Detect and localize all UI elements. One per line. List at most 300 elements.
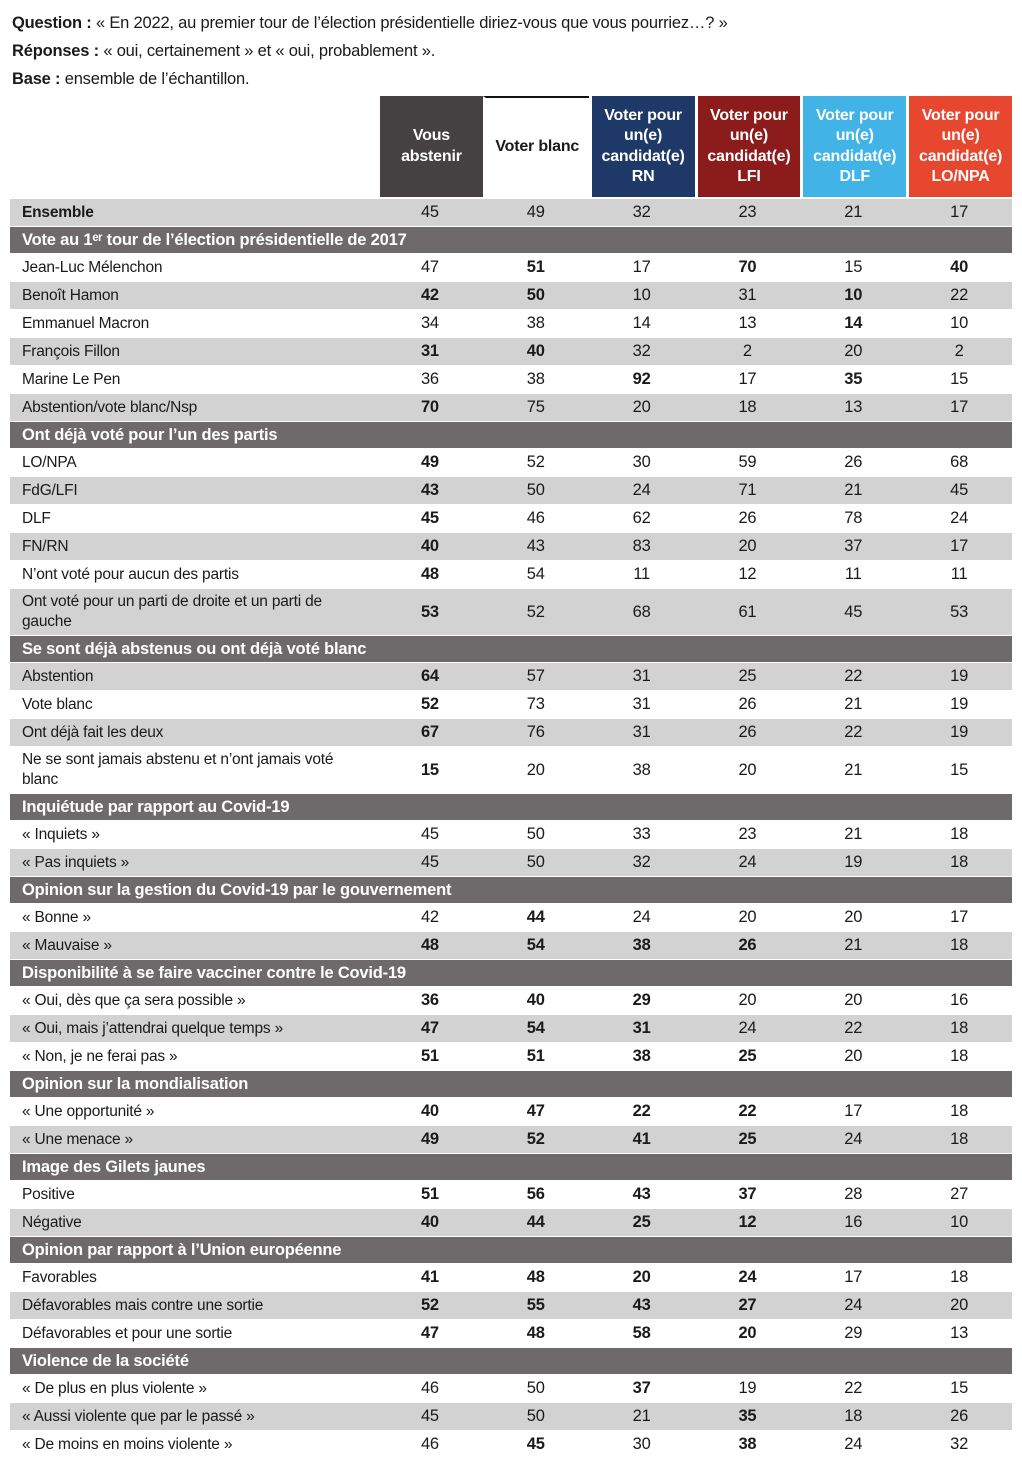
row-label: Vote blanc (22, 695, 93, 713)
cell-value: 18 (950, 1130, 969, 1148)
cell-value: 43 (420, 481, 439, 499)
cell-value: 21 (844, 760, 863, 779)
row-label: François Fillon (22, 342, 120, 360)
section-header: Se sont déjà abstenus ou ont déjà voté blanc (10, 636, 1012, 662)
row-label: FN/RN (22, 537, 69, 555)
cell-value: 13 (950, 1324, 969, 1342)
cell-value: 21 (632, 1407, 651, 1425)
cell-value: 24 (632, 481, 651, 499)
cell-value: 21 (844, 695, 863, 713)
cell-value: 31 (738, 286, 757, 304)
table-row (10, 1375, 1012, 1402)
cell-value: 38 (526, 314, 545, 332)
cell-value: 20 (738, 537, 757, 555)
cell-value: 20 (632, 398, 651, 416)
cell-value: 11 (950, 565, 968, 583)
cell-value: 32 (950, 1435, 969, 1453)
cell-value: 26 (738, 509, 757, 527)
intro-line-question (12, 9, 1008, 37)
cell-value: 45 (526, 1435, 545, 1453)
cell-value: 56 (526, 1185, 545, 1203)
cell-value: 45 (420, 825, 439, 843)
table-row (10, 199, 1012, 226)
cell-value: 27 (738, 1296, 757, 1314)
cell-value: 26 (738, 723, 757, 741)
cell-value: 20 (844, 908, 863, 926)
cell-value: 18 (738, 398, 757, 416)
cell-value: 14 (632, 314, 651, 332)
cell-value: 25 (632, 1213, 651, 1231)
cell-value: 44 (526, 908, 545, 926)
row-label: « De moins en moins violente » (22, 1435, 233, 1453)
cell-value: 18 (950, 1268, 969, 1286)
cell-value: 51 (420, 1047, 439, 1065)
cell-value: 50 (526, 1407, 545, 1425)
cell-value: 10 (950, 314, 969, 332)
table-row (10, 1181, 1012, 1208)
cell-value: 16 (950, 991, 969, 1009)
cell-value: 21 (844, 825, 863, 843)
cell-value: 75 (526, 398, 545, 416)
cell-value: 32 (632, 203, 651, 221)
table-row (10, 338, 1012, 365)
cell-value: 22 (844, 723, 863, 741)
cell-value: 50 (526, 825, 545, 843)
cell-value: 38 (632, 936, 651, 954)
cell-value: 21 (844, 936, 863, 954)
table-row (10, 663, 1012, 690)
cell-value: 45 (420, 203, 439, 221)
cell-value: 17 (950, 537, 969, 555)
cell-value: 18 (950, 1019, 969, 1037)
table-body (10, 199, 1012, 1458)
cell-value: 43 (632, 1296, 651, 1314)
cell-value: 67 (420, 723, 439, 741)
cell-value: 33 (632, 825, 651, 843)
cell-value: 20 (738, 991, 757, 1009)
cell-value: 52 (526, 602, 545, 621)
cell-value: 92 (632, 370, 651, 388)
table-row (10, 561, 1012, 588)
table-row (10, 1320, 1012, 1347)
cell-value: 25 (738, 667, 757, 685)
cell-value: 53 (420, 602, 439, 621)
cell-value: 46 (420, 1379, 439, 1397)
row-label: DLF (22, 509, 51, 527)
cell-value: 38 (632, 1047, 651, 1065)
cell-value: 27 (950, 1185, 969, 1203)
table-row (10, 449, 1012, 476)
cell-value: 46 (420, 1435, 439, 1453)
table-row (10, 310, 1012, 337)
cell-value: 70 (420, 398, 439, 416)
cell-value: 62 (632, 509, 651, 527)
cell-value: 22 (844, 1379, 863, 1397)
cell-value: 12 (738, 565, 757, 583)
cell-value: 17 (844, 1268, 863, 1286)
row-label: « Aussi violente que par le passé » (22, 1407, 255, 1425)
row-label: FdG/LFI (22, 481, 78, 499)
cell-value: 17 (738, 370, 757, 388)
cell-value: 28 (844, 1185, 863, 1203)
cell-value: 13 (844, 398, 863, 416)
cell-value: 59 (738, 453, 757, 471)
cell-value: 41 (420, 1268, 439, 1286)
cell-value: 20 (738, 760, 757, 779)
cell-value: 24 (738, 853, 757, 871)
cell-value: 31 (420, 342, 439, 360)
cell-value: 52 (526, 1130, 545, 1148)
cell-value: 22 (632, 1102, 651, 1120)
cell-value: 48 (526, 1268, 545, 1286)
table-row (10, 505, 1012, 532)
table-row (10, 477, 1012, 504)
cell-value: 49 (526, 203, 545, 221)
cell-value: 38 (738, 1435, 757, 1453)
cell-value: 24 (738, 1019, 757, 1037)
cell-value: 48 (526, 1324, 545, 1342)
cell-value: 14 (844, 314, 863, 332)
section-header: Image des Gilets jaunes (10, 1154, 1012, 1180)
table-row (10, 821, 1012, 848)
cell-value: 17 (950, 203, 969, 221)
cell-value: 21 (844, 481, 863, 499)
row-label: « De plus en plus violente » (22, 1379, 207, 1397)
cell-value: 20 (844, 342, 863, 360)
base-text: ensemble de l’échantillon. (64, 70, 250, 88)
cell-value: 19 (950, 667, 969, 685)
cell-value: 40 (420, 537, 439, 555)
cell-value: 42 (420, 286, 439, 304)
cell-value: 76 (526, 723, 545, 741)
cell-value: 22 (738, 1102, 757, 1120)
row-label: « Bonne » (22, 908, 91, 926)
cell-value: 10 (844, 286, 863, 304)
cell-value: 15 (950, 370, 969, 388)
cell-value: 20 (632, 1268, 651, 1286)
cell-value: 78 (844, 509, 863, 527)
cell-value: 71 (738, 481, 757, 499)
table-row (10, 747, 1012, 793)
cell-value: 47 (526, 1102, 545, 1120)
cell-value: 51 (526, 1047, 545, 1065)
section-header: Ont déjà voté pour l’un des partis (10, 422, 1012, 448)
cell-value: 54 (526, 936, 545, 954)
table-row (10, 366, 1012, 393)
cell-value: 46 (526, 509, 545, 527)
cell-value: 52 (420, 1296, 439, 1314)
cell-value: 32 (632, 342, 651, 360)
base-label: Base : (12, 70, 61, 88)
column-header-6: Voter pour un(e) candidat(e) LO/NPA (906, 96, 1012, 197)
row-label: Abstention (22, 667, 94, 685)
cell-value: 50 (526, 1379, 545, 1397)
cell-value: 25 (738, 1130, 757, 1148)
question-text: « En 2022, au premier tour de l’élection présidentielle diriez-vous que vous pourriez…? » (95, 14, 728, 32)
table-row (10, 282, 1012, 309)
cell-value: 48 (420, 565, 439, 583)
cell-value: 2 (954, 342, 964, 360)
row-label: « Une menace » (22, 1130, 133, 1148)
cell-value: 24 (844, 1130, 863, 1148)
table-row (10, 1098, 1012, 1125)
row-label: « Oui, mais j’attendrai quelque temps » (22, 1019, 284, 1037)
table-row (10, 1403, 1012, 1430)
header-empty-corner (10, 96, 377, 197)
cell-value: 49 (420, 1130, 439, 1148)
cell-value: 37 (844, 537, 863, 555)
table-row (10, 254, 1012, 281)
cell-value: 35 (738, 1407, 757, 1425)
cell-value: 42 (420, 908, 439, 926)
cell-value: 73 (526, 695, 545, 713)
cell-value: 18 (844, 1407, 863, 1425)
cell-value: 12 (738, 1213, 757, 1231)
cell-value: 31 (632, 723, 651, 741)
cell-value: 24 (844, 1435, 863, 1453)
intro-line-base (12, 65, 1008, 93)
survey-table (10, 96, 1012, 1459)
cell-value: 17 (844, 1102, 863, 1120)
cell-value: 22 (950, 286, 969, 304)
row-label: Ne se sont jamais abstenu et n’ont jamais voté blanc (22, 751, 334, 788)
cell-value: 47 (420, 1019, 439, 1037)
table-row (10, 987, 1012, 1014)
table-row (10, 1015, 1012, 1042)
row-label: Benoît Hamon (22, 286, 119, 304)
row-label: LO/NPA (22, 453, 77, 471)
cell-value: 45 (420, 853, 439, 871)
cell-value: 19 (950, 723, 969, 741)
cell-value: 43 (526, 537, 545, 555)
table-header (10, 96, 1012, 197)
cell-value: 37 (738, 1185, 757, 1203)
cell-value: 51 (420, 1185, 439, 1203)
row-label: « Mauvaise » (22, 936, 112, 954)
cell-value: 15 (844, 258, 863, 276)
cell-value: 18 (950, 1102, 969, 1120)
cell-value: 49 (420, 453, 439, 471)
row-label: « Inquiets » (22, 825, 100, 843)
cell-value: 47 (420, 1324, 439, 1342)
cell-value: 26 (738, 936, 757, 954)
cell-value: 35 (844, 370, 863, 388)
table-row (10, 1264, 1012, 1291)
cell-value: 44 (526, 1213, 545, 1231)
cell-value: 17 (950, 398, 969, 416)
row-label: Positive (22, 1185, 75, 1203)
table-row (10, 904, 1012, 931)
table-row (10, 849, 1012, 876)
intro-line-reponses (12, 37, 1008, 65)
row-label: Ont voté pour un parti de droite et un parti de gauche (22, 593, 322, 630)
row-label: Ensemble (22, 203, 94, 221)
table-row (10, 691, 1012, 718)
table-row (10, 533, 1012, 560)
cell-value: 18 (950, 853, 969, 871)
row-label: Emmanuel Macron (22, 314, 150, 332)
column-header-3: Voter pour un(e) candidat(e) RN (589, 96, 695, 197)
cell-value: 38 (526, 370, 545, 388)
cell-value: 24 (738, 1268, 757, 1286)
cell-value: 54 (526, 1019, 545, 1037)
cell-value: 17 (632, 258, 651, 276)
cell-value: 45 (950, 481, 969, 499)
cell-value: 45 (844, 602, 863, 621)
row-label: Défavorables mais contre une sortie (22, 1296, 264, 1314)
row-label: « Pas inquiets » (22, 853, 130, 871)
column-header-1: Vous abstenir (377, 96, 483, 197)
question-label: Question : (12, 14, 92, 32)
table-row (10, 394, 1012, 421)
cell-value: 47 (420, 258, 439, 276)
cell-value: 22 (844, 1019, 863, 1037)
section-header: Disponibilité à se faire vacciner contre le Covid-19 (10, 960, 1012, 986)
cell-value: 29 (632, 991, 651, 1009)
cell-value: 31 (632, 695, 651, 713)
table-row (10, 1043, 1012, 1070)
cell-value: 13 (738, 314, 757, 332)
reponses-text: « oui, certainement » et « oui, probablement ». (103, 42, 436, 60)
table-row (10, 1126, 1012, 1153)
cell-value: 20 (950, 1296, 969, 1314)
cell-value: 10 (950, 1213, 969, 1231)
row-label: Négative (22, 1213, 82, 1231)
cell-value: 50 (526, 853, 545, 871)
cell-value: 26 (738, 695, 757, 713)
section-header: Violence de la société (10, 1348, 1012, 1374)
table-row (10, 1292, 1012, 1319)
cell-value: 15 (950, 760, 969, 779)
cell-value: 68 (950, 453, 969, 471)
cell-value: 15 (420, 760, 439, 779)
cell-value: 30 (632, 1435, 651, 1453)
cell-value: 20 (844, 991, 863, 1009)
cell-value: 61 (738, 602, 757, 621)
table-row (10, 719, 1012, 746)
column-header-5: Voter pour un(e) candidat(e) DLF (800, 96, 906, 197)
cell-value: 40 (950, 258, 969, 276)
cell-value: 29 (844, 1324, 863, 1342)
cell-value: 15 (950, 1379, 969, 1397)
cell-value: 50 (526, 481, 545, 499)
cell-value: 52 (420, 695, 439, 713)
section-header: Vote au 1ᵉʳ tour de l’élection présidentielle de 2017 (10, 227, 1012, 253)
row-label: Jean-Luc Mélenchon (22, 258, 163, 276)
cell-value: 40 (526, 342, 545, 360)
cell-value: 31 (632, 667, 651, 685)
cell-value: 57 (526, 667, 545, 685)
column-header-4: Voter pour un(e) candidat(e) LFI (695, 96, 801, 197)
table-row (10, 932, 1012, 959)
cell-value: 40 (420, 1213, 439, 1231)
table-row (10, 1209, 1012, 1236)
cell-value: 18 (950, 1047, 969, 1065)
cell-value: 55 (526, 1296, 545, 1314)
cell-value: 26 (844, 453, 863, 471)
row-label: Abstention/vote blanc/Nsp (22, 398, 198, 416)
cell-value: 32 (632, 853, 651, 871)
row-label: « Oui, dès que ça sera possible » (22, 991, 246, 1009)
cell-value: 38 (632, 760, 651, 779)
row-label: « Non, je ne ferai pas » (22, 1047, 178, 1065)
cell-value: 37 (632, 1379, 651, 1397)
cell-value: 23 (738, 203, 757, 221)
cell-value: 54 (526, 565, 545, 583)
cell-value: 10 (632, 286, 651, 304)
cell-value: 20 (844, 1047, 863, 1065)
cell-value: 53 (950, 602, 969, 621)
row-label: Favorables (22, 1268, 97, 1286)
cell-value: 70 (738, 258, 757, 276)
section-header: Opinion sur la gestion du Covid-19 par le gouvernement (10, 877, 1012, 903)
cell-value: 21 (844, 203, 863, 221)
cell-value: 40 (526, 991, 545, 1009)
cell-value: 19 (844, 853, 863, 871)
cell-value: 36 (420, 991, 439, 1009)
section-header: Opinion sur la mondialisation (10, 1071, 1012, 1097)
cell-value: 19 (738, 1379, 757, 1397)
cell-value: 20 (738, 1324, 757, 1342)
cell-value: 43 (632, 1185, 651, 1203)
cell-value: 16 (844, 1213, 863, 1231)
cell-value: 20 (738, 908, 757, 926)
row-label: Ont déjà fait les deux (22, 723, 164, 741)
section-header: Inquiétude par rapport au Covid-19 (10, 794, 1012, 820)
cell-value: 11 (844, 565, 862, 583)
cell-value: 36 (420, 370, 439, 388)
cell-value: 48 (420, 936, 439, 954)
cell-value: 68 (632, 602, 651, 621)
section-header: Opinion par rapport à l’Union européenne (10, 1237, 1012, 1263)
cell-value: 45 (420, 1407, 439, 1425)
cell-value: 31 (632, 1019, 651, 1037)
cell-value: 51 (526, 258, 545, 276)
cell-value: 40 (420, 1102, 439, 1120)
cell-value: 22 (844, 667, 863, 685)
row-label: Défavorables et pour une sortie (22, 1324, 233, 1342)
row-label: N’ont voté pour aucun des partis (22, 565, 239, 583)
cell-value: 41 (632, 1130, 651, 1148)
cell-value: 34 (420, 314, 439, 332)
row-label: Marine Le Pen (22, 370, 121, 388)
cell-value: 24 (632, 908, 651, 926)
cell-value: 18 (950, 825, 969, 843)
intro-block (0, 0, 1022, 93)
cell-value: 11 (633, 565, 650, 583)
cell-value: 19 (950, 695, 969, 713)
cell-value: 20 (526, 760, 545, 779)
column-header-2: Voter blanc (483, 96, 589, 197)
cell-value: 23 (738, 825, 757, 843)
cell-value: 17 (950, 908, 969, 926)
cell-value: 30 (632, 453, 651, 471)
cell-value: 25 (738, 1047, 757, 1065)
cell-value: 52 (526, 453, 545, 471)
cell-value: 83 (632, 537, 651, 555)
cell-value: 50 (526, 286, 545, 304)
cell-value: 2 (742, 342, 752, 360)
cell-value: 24 (950, 509, 969, 527)
cell-value: 26 (950, 1407, 969, 1425)
table-row (10, 1431, 1012, 1458)
cell-value: 18 (950, 936, 969, 954)
cell-value: 24 (844, 1296, 863, 1314)
cell-value: 45 (420, 509, 439, 527)
cell-value: 58 (632, 1324, 651, 1342)
reponses-label: Réponses : (12, 42, 99, 60)
row-label: « Une opportunité » (22, 1102, 155, 1120)
